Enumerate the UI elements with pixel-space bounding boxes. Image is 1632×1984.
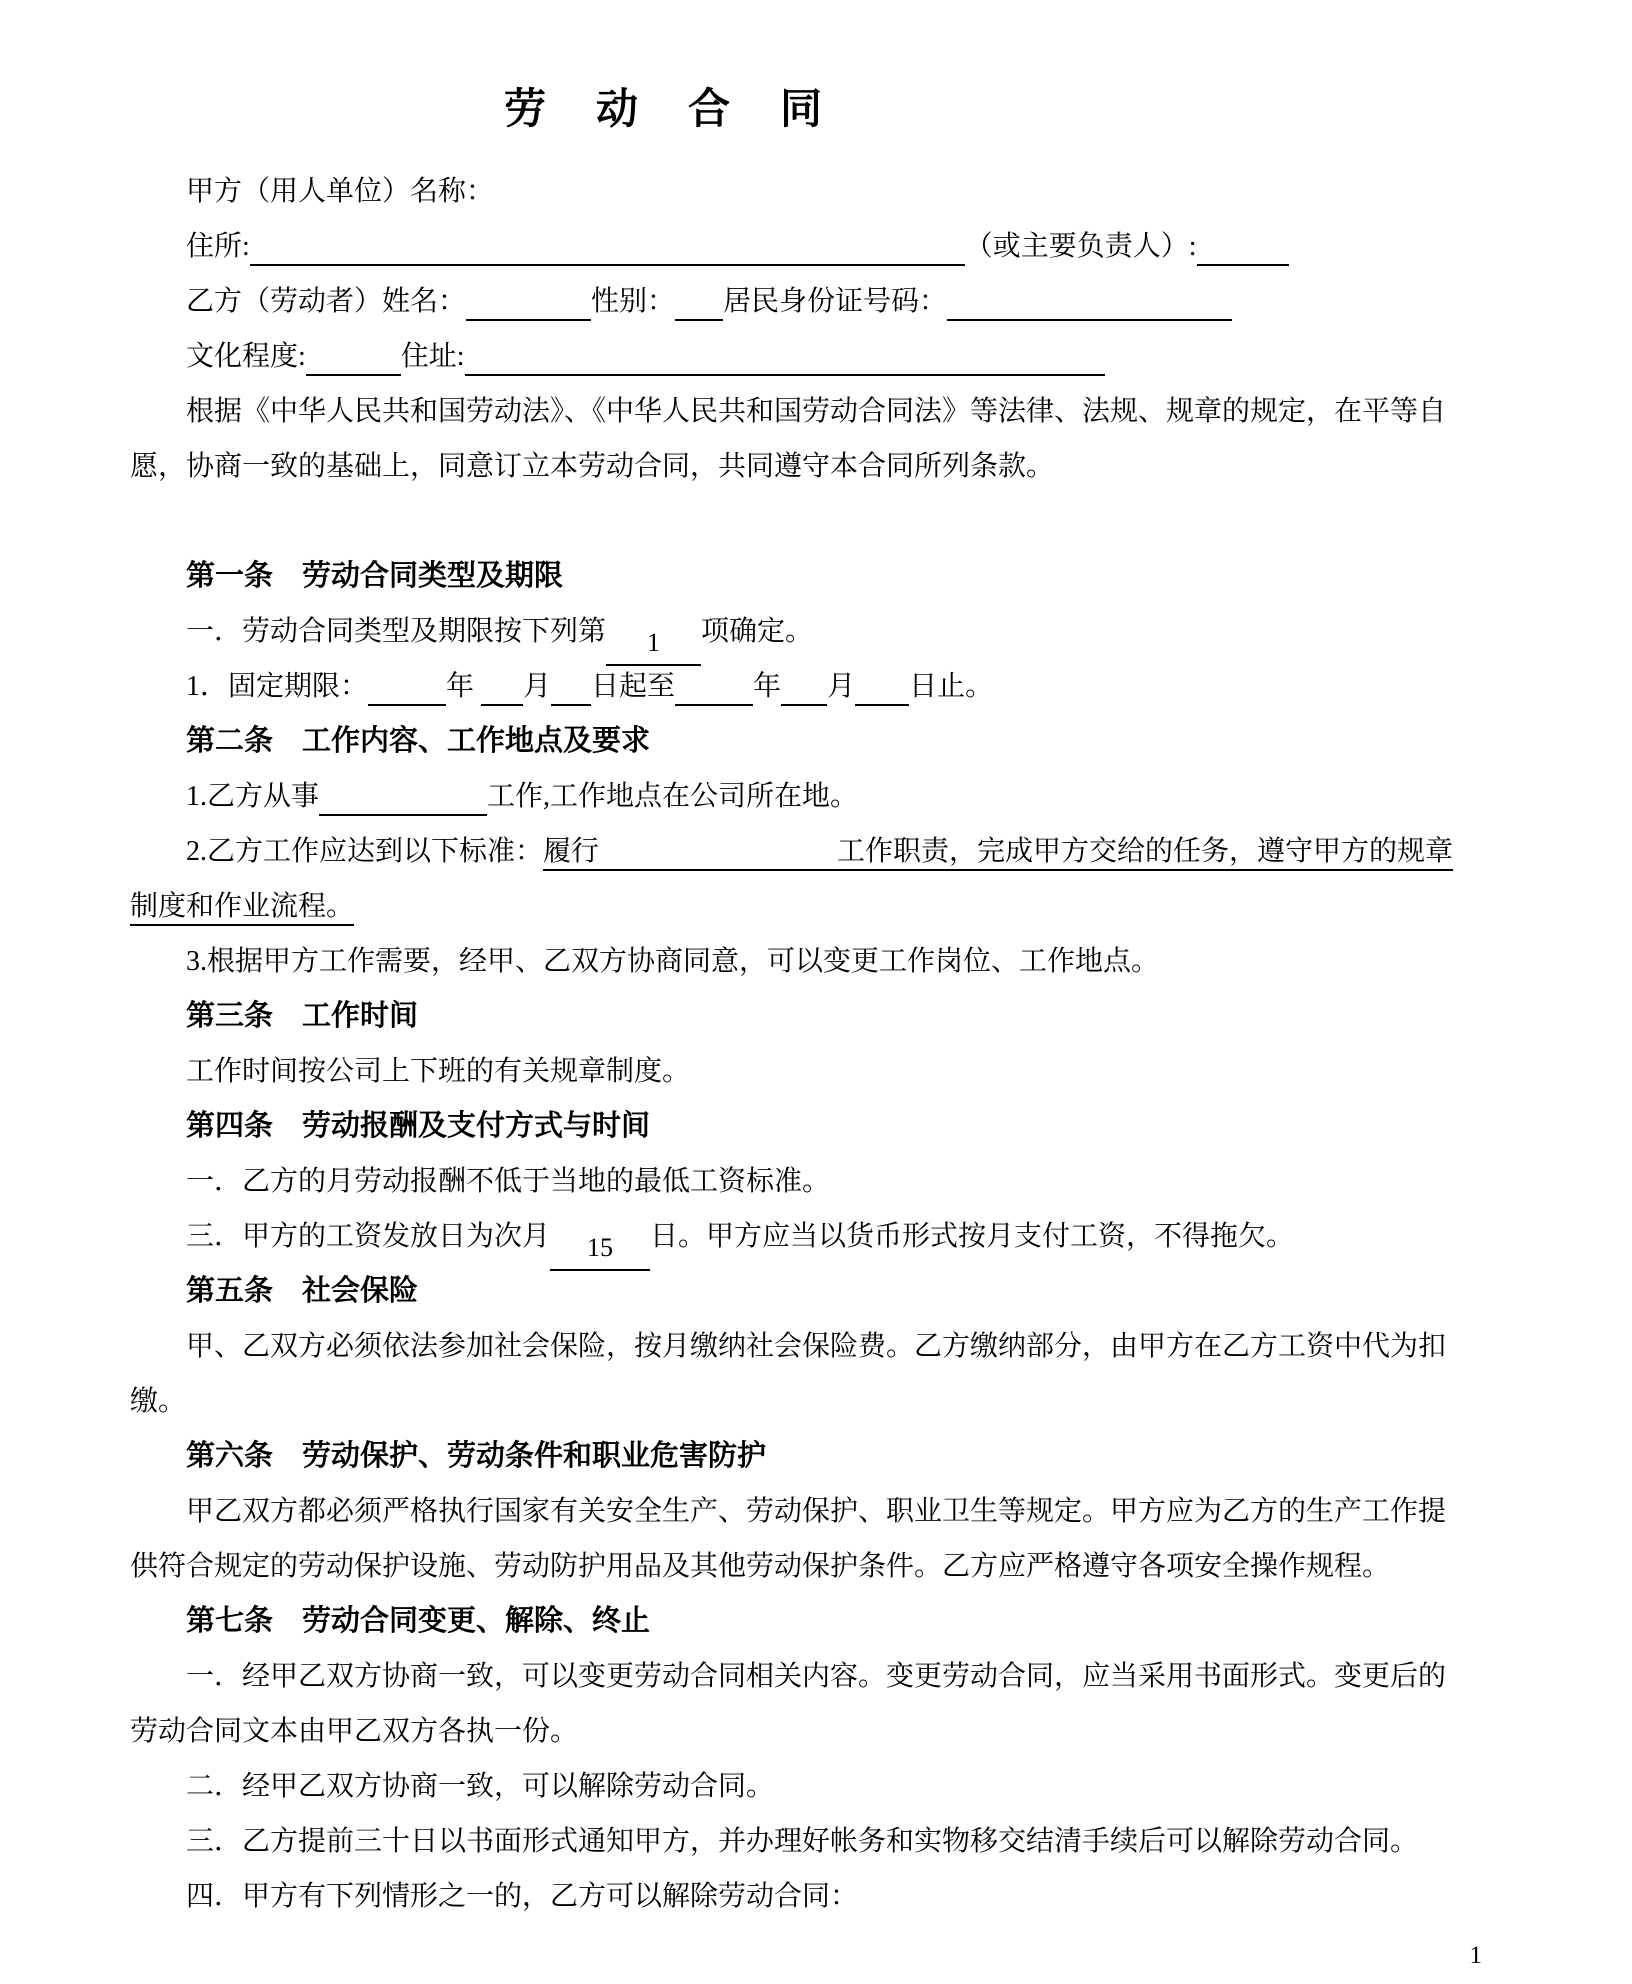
line-party-a-name [130, 164, 1512, 219]
text-segment: 月 [827, 671, 856, 702]
start-day-blank[interactable] [551, 662, 591, 706]
heading-article-7 [130, 1594, 1512, 1649]
document-body [130, 164, 1512, 1924]
text-segment: 工作时间按公司上下班的有关规章制度。 [186, 1056, 691, 1087]
text-segment: 1.乙方从事 [186, 781, 320, 812]
text-segment: 日。甲方应当以货币形式按月支付工资，不得拖欠。 [650, 1221, 1295, 1252]
text-segment: 日起至 [591, 671, 676, 702]
text-segment: 劳动合同文本由甲乙双方各执一份。 [130, 1716, 579, 1747]
text-segment: 二．经甲乙双方协商一致，可以解除劳动合同。 [186, 1771, 775, 1802]
heading-article-3 [130, 989, 1512, 1044]
text-segment: （或主要负责人）: [964, 231, 1197, 262]
heading-article-4 [130, 1099, 1512, 1154]
text-segment: 住所: [186, 231, 250, 262]
text-segment: 甲乙双方都必须严格执行国家有关安全生产、劳动保护、职业卫生等规定。甲方应为乙方的生产工作提 [186, 1496, 1447, 1527]
text-segment: 1．固定期限： [186, 671, 369, 702]
text-segment: 住址: [400, 341, 465, 372]
text-segment: 根据《中华人民共和国劳动法》、《中华人民共和国劳动合同法》等法律、法规、规章的规定，在平等自 [186, 396, 1447, 427]
id-number-blank[interactable] [947, 277, 1232, 321]
line-blank-spacer [130, 494, 1512, 549]
text-segment: 愿，协商一致的基础上，同意订立本劳动合同，共同遵守本合同所列条款。 [130, 451, 1055, 482]
line-article5-body-1 [130, 1319, 1512, 1374]
text-segment: 3.根据甲方工作需要，经甲、乙双方协商同意，可以变更工作岗位、工作地点。 [186, 946, 1160, 977]
start-month-blank[interactable] [481, 662, 523, 706]
heading-article-1 [130, 549, 1512, 604]
line-article5-body-2 [130, 1374, 1512, 1429]
text-segment: 2.乙方工作应达到以下标准： [186, 836, 544, 867]
document-title: 劳 动 合 同 [503, 87, 826, 133]
line-article6-body-1 [130, 1484, 1512, 1539]
text-segment: 第一条 劳动合同类型及期限 [186, 560, 564, 592]
text-segment: 一．劳动合同类型及期限按下列第 [186, 616, 607, 647]
text-segment: 一．乙方的月劳动报酬不低于当地的最低工资标准。 [186, 1166, 831, 1197]
text-segment: 一．经甲乙双方协商一致，可以变更劳动合同相关内容。变更劳动合同，应当采用书面形式。变更后的 [186, 1661, 1447, 1692]
text-segment: 第六条 劳动保护、劳动条件和职业危害防护 [186, 1440, 767, 1472]
line-article7-item3 [130, 1814, 1512, 1869]
heading-article-6 [130, 1429, 1512, 1484]
line-article2-item1 [130, 769, 1512, 824]
line-article2-item2-cont [130, 879, 1512, 934]
end-month-blank[interactable] [781, 662, 827, 706]
line-article2-item2 [130, 824, 1512, 879]
text-segment: 甲方（用人单位）名称： [186, 176, 495, 207]
text-segment: 性别： [591, 286, 676, 317]
text-segment: 工作,工作地点在公司所在地。 [487, 781, 859, 812]
pay-day-blank[interactable]: 15 [550, 1227, 650, 1271]
line-article7-item2 [130, 1759, 1512, 1814]
line-article7-item4 [130, 1869, 1512, 1924]
start-year-blank[interactable] [368, 662, 446, 706]
gender-blank[interactable] [675, 277, 723, 321]
line-article4-item3 [130, 1209, 1512, 1264]
line-article1-fixed-term [130, 659, 1512, 714]
end-day-blank[interactable] [855, 662, 909, 706]
duty-blank[interactable] [599, 827, 837, 871]
line-article7-item1 [130, 1649, 1512, 1704]
end-year-blank[interactable] [675, 662, 753, 706]
text-segment: 年 [753, 671, 782, 702]
text-segment: 三．甲方的工资发放日为次月 [186, 1221, 551, 1252]
text-segment: 供符合规定的劳动保护设施、劳动防护用品及其他劳动保护条件。乙方应严格遵守各项安全操作规程。 [130, 1551, 1391, 1582]
line-party-a-address [130, 219, 1512, 274]
line-party-b-identity [130, 274, 1512, 329]
home-address-blank[interactable] [465, 332, 1105, 376]
text-segment: 甲、乙双方必须依法参加社会保险，按月缴纳社会保险费。乙方缴纳部分，由甲方在乙方工资中代为扣 [186, 1331, 1447, 1362]
text-segment: 第二条 工作内容、工作地点及要求 [186, 725, 651, 757]
address-blank[interactable] [250, 222, 965, 266]
text-segment: 第三条 工作时间 [186, 1000, 419, 1032]
job-title-blank[interactable] [319, 772, 487, 816]
text-segment: 三．乙方提前三十日以书面形式通知甲方，并办理好帐务和实物移交结清手续后可以解除劳动合同。 [186, 1826, 1419, 1857]
heading-article-5 [130, 1264, 1512, 1319]
text-segment: 第四条 劳动报酬及支付方式与时间 [186, 1110, 651, 1142]
text-segment: 项确定。 [701, 616, 814, 647]
text-segment: 第五条 社会保险 [186, 1275, 419, 1307]
line-education-address [130, 329, 1512, 384]
text-segment: 第七条 劳动合同变更、解除、终止 [186, 1605, 651, 1637]
line-article7-item1-cont [130, 1704, 1512, 1759]
text-segment: 月 [523, 671, 552, 702]
text-segment: 乙方（劳动者）姓名： [186, 286, 467, 317]
text-segment: 履行 [543, 836, 600, 867]
line-article2-item3 [130, 934, 1512, 989]
text-segment: 缴。 [130, 1386, 187, 1417]
text-segment: 制度和作业流程。 [130, 891, 355, 922]
text-segment: 年 [446, 671, 482, 702]
page-number: 1 [1469, 1942, 1482, 1969]
education-blank[interactable] [306, 332, 401, 376]
heading-article-2 [130, 714, 1512, 769]
text-segment: 工作职责，完成甲方交给的任务，遵守甲方的规章 [837, 836, 1454, 867]
contract-type-option-blank[interactable]: 1 [606, 622, 701, 666]
text-segment: 居民身份证号码： [723, 286, 948, 317]
line-article6-body-2 [130, 1539, 1512, 1594]
text-segment: 四．甲方有下列情形之一的，乙方可以解除劳动合同： [186, 1881, 859, 1912]
principal-blank[interactable] [1197, 222, 1289, 266]
line-article1-item1 [130, 604, 1512, 659]
line-article3-body [130, 1044, 1512, 1099]
worker-name-blank[interactable] [466, 277, 591, 321]
text-segment: 文化程度: [186, 341, 306, 372]
text-segment: 日止。 [909, 671, 994, 702]
line-preamble-1 [130, 384, 1512, 439]
line-article4-item1 [130, 1154, 1512, 1209]
line-preamble-2 [130, 439, 1512, 494]
